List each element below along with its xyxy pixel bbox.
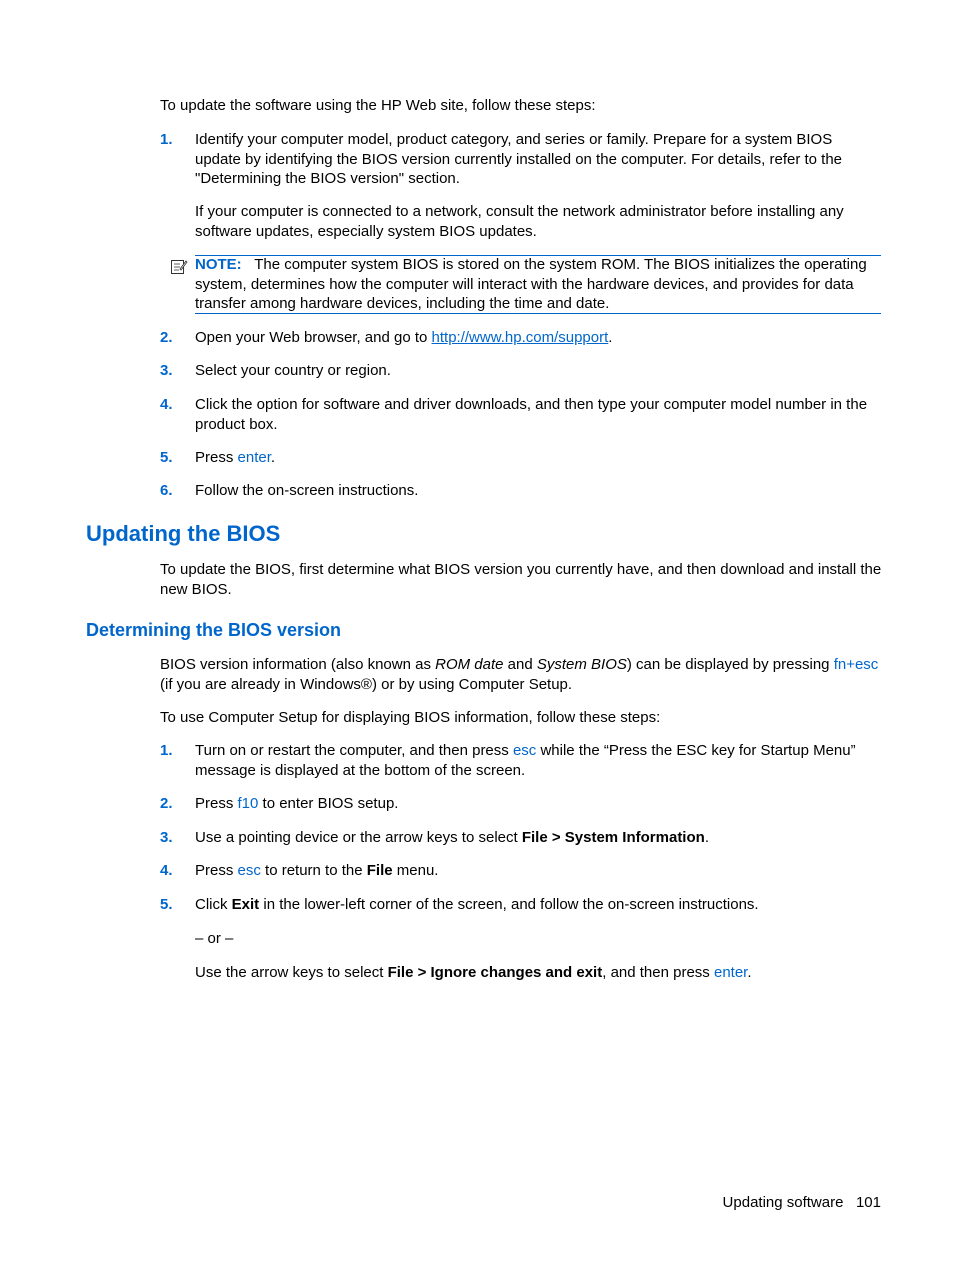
- key-enter: enter: [237, 449, 271, 466]
- step-text-post: to enter BIOS setup.: [258, 795, 399, 812]
- step-number: 2.: [160, 795, 173, 812]
- key-esc: esc: [512, 742, 537, 759]
- step-number: 5.: [160, 896, 173, 913]
- text: (if you are already in Windows®) or by using Computer Setup.: [160, 675, 573, 693]
- menu-name: File: [366, 862, 393, 879]
- step-subparagraph: If your computer is connected to a network, consult the network administrator before installing any software updates, especially system BIOS updates.: [195, 203, 844, 240]
- step-text: Identify your computer model, product category, and series or family. Prepare for a system BIOS update by identifying the BIOS version currently installed on the computer. For details, refer to the "Determining the BIOS version" section.: [195, 131, 843, 187]
- step-text: Follow the on-screen instructions.: [195, 482, 419, 499]
- step-text: [195, 895, 882, 915]
- key-f10: f10: [237, 795, 259, 812]
- menu-name: Exit: [231, 896, 260, 913]
- step-text: [195, 328, 882, 348]
- or-separator: – or –: [195, 930, 234, 947]
- rom-date-term: ROM date: [435, 656, 504, 673]
- step-text-post: .: [747, 964, 752, 981]
- alternative-step: [195, 963, 882, 983]
- text: ) can be displayed by pressing: [626, 656, 834, 673]
- step-text-pre: Turn on or restart the computer, and then press: [195, 742, 513, 759]
- section-paragraph: To update the BIOS, first determine what BIOS version you currently have, and then download and install the new BIOS.: [160, 561, 882, 598]
- step-number: 1.: [160, 742, 173, 759]
- key-fn-esc: fn+esc: [833, 656, 879, 673]
- note-text: [195, 255, 882, 314]
- support-link[interactable]: http://www.hp.com/support: [431, 329, 609, 346]
- step-text: [195, 861, 882, 881]
- page-number: 101: [855, 1194, 881, 1211]
- step-text-pre: Use the arrow keys to select: [195, 964, 388, 981]
- subsection-paragraph-2: To use Computer Setup for displaying BIOS information, follow these steps:: [160, 709, 661, 726]
- footer-section-title: Updating software: [722, 1194, 844, 1211]
- step-text-pre: Click: [195, 896, 232, 913]
- step-number: 2.: [160, 329, 173, 346]
- step-text-post: while the “Press the ESC key for Startup Menu” message is displayed at the bottom of the screen.: [195, 742, 856, 779]
- page-footer: [723, 1193, 881, 1213]
- key-esc: esc: [237, 862, 261, 879]
- step-text: [195, 741, 882, 780]
- step-number: 5.: [160, 449, 173, 466]
- step-number: 1.: [160, 131, 173, 148]
- text: BIOS version information (also known as: [160, 656, 436, 673]
- step-number: 4.: [160, 396, 173, 413]
- step-number: 3.: [160, 362, 173, 379]
- subsection-heading: Determining the BIOS version: [86, 620, 342, 640]
- step-text-pre: Press: [195, 862, 238, 879]
- menu-path: File > System Information: [521, 829, 705, 846]
- key-enter: enter: [713, 964, 748, 981]
- text: and: [503, 656, 537, 673]
- step-number: 4.: [160, 862, 173, 879]
- step-text: Click the option for software and driver downloads, and then type your computer model number in the product box.: [195, 396, 868, 433]
- step-number: 6.: [160, 482, 173, 499]
- step-text: [195, 794, 882, 814]
- note-body: The computer system BIOS is stored on the system ROM. The BIOS initializes the operating system, determines how the computer will interact with the hardware devices, and provides for data transfer among hardware devices, including the time and date.: [195, 256, 867, 312]
- section-heading: Updating the BIOS: [86, 521, 281, 546]
- note-label: NOTE:: [195, 256, 242, 273]
- step-text-post: .: [270, 449, 276, 466]
- step-text-mid: to return to the: [260, 862, 367, 879]
- note-bottom-rule: [195, 313, 881, 314]
- step-text: [195, 828, 882, 848]
- step-text-post: in the lower-left corner of the screen, and follow the on-screen instructions.: [259, 896, 759, 913]
- step-number: 3.: [160, 829, 173, 846]
- system-bios-term: System BIOS: [536, 656, 627, 673]
- step-text-pre: Use a pointing device or the arrow keys to select: [195, 829, 522, 846]
- step-text-pre: Press: [195, 795, 238, 812]
- subsection-paragraph: [160, 655, 882, 694]
- step-text-pre: Open your Web browser, and go to: [195, 329, 432, 346]
- step-text-post: .: [608, 329, 613, 346]
- step-text-pre: Press: [195, 449, 238, 466]
- note-icon: [170, 258, 188, 276]
- step-text-mid: , and then press: [602, 964, 714, 981]
- step-text-post: .: [704, 829, 709, 846]
- step-text: [195, 448, 882, 468]
- step-text-post: menu.: [392, 862, 439, 879]
- menu-path: File > Ignore changes and exit: [387, 964, 603, 981]
- intro-paragraph: To update the software using the HP Web site, follow these steps:: [160, 97, 596, 114]
- step-text: Select your country or region.: [195, 362, 391, 379]
